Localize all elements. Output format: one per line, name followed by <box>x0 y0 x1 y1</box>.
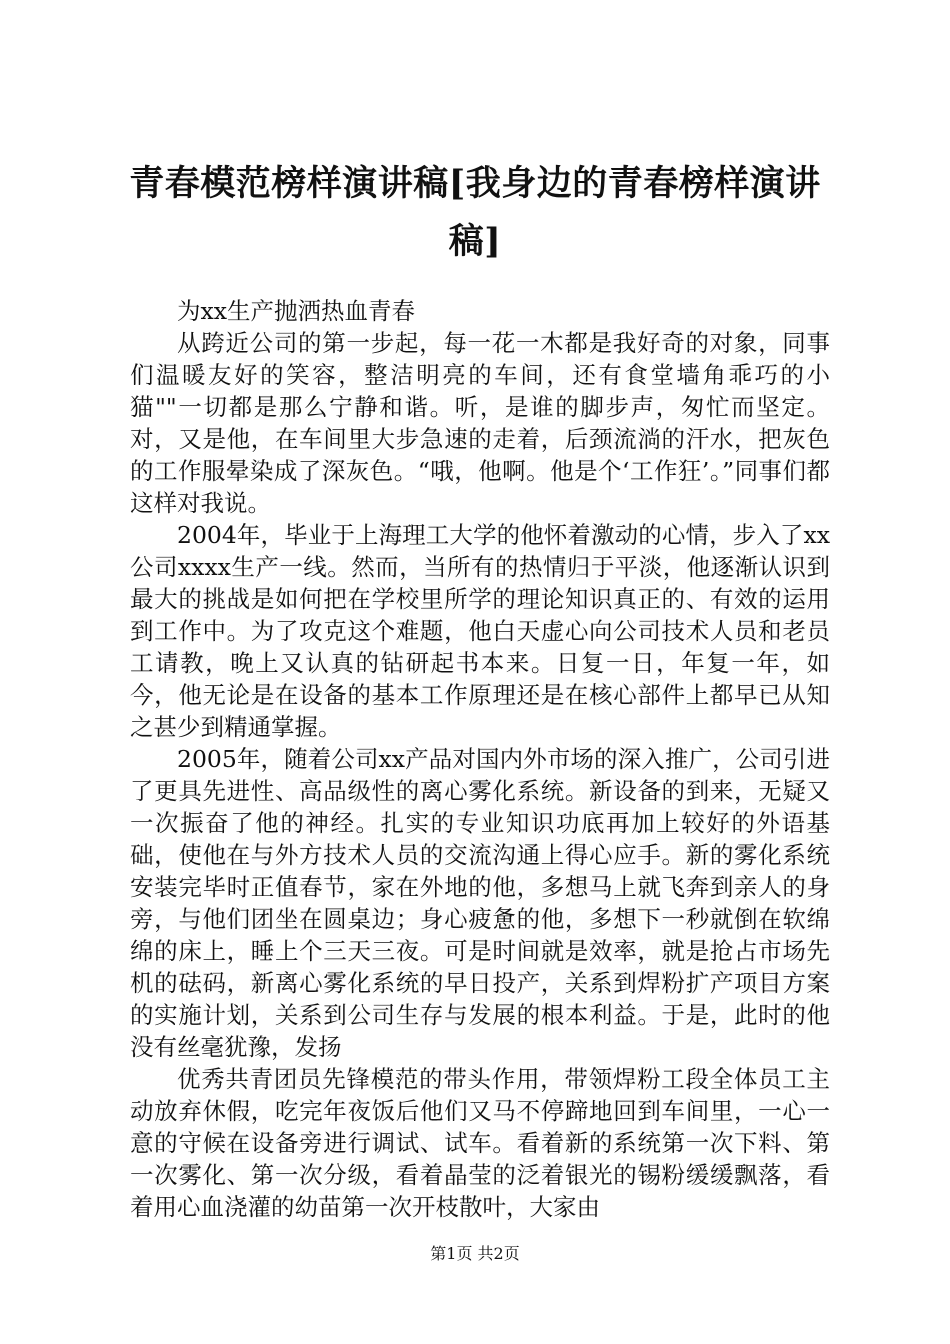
document-body <box>130 295 830 1223</box>
document-subtitle: 为xx生产抛洒热血青春 <box>177 297 416 325</box>
document-title: 青春模范榜样演讲稿[我身边的青春榜样演讲稿] <box>129 163 821 262</box>
paragraph-4: 优秀共青团员先锋模范的带头作用，带领焊粉工段全体员工主动放弃休假，吃完年夜饭后他们又马不停蹄地回到车间里，一心一意的守候在设备旁进行调试、试车。看着新的系统第一次下料、第一次雾化、第一次分级，看着晶莹的泛着银光的锡粉缓缓飘落，看着用心血浇灌的幼苗第一次开枝散叶，大家由 <box>130 1065 830 1221</box>
paragraph-1: 从跨近公司的第一步起，每一花一木都是我好奇的对象，同事们温暖友好的笑容，整洁明亮的车间，还有食堂墙角乖巧的小猫""一切都是那么宁静和谐。听，是谁的脚步声，匆忙而坚定。对，又是他，在车间里大步急速的走着，后颈流淌的汗水，把灰色的工作服晕染成了深灰色。“哦，他啊。他是个‘工作狂’。”同事们都这样对我说。 <box>130 329 830 517</box>
paragraph-2: 2004年，毕业于上海理工大学的他怀着激动的心情，步入了xx公司xxxx生产一线。然而，当所有的热情归于平淡，他逐渐认识到最大的挑战是如何把在学校里所学的理论知识真正的、有效的运用到工作中。为了攻克这个难题，他白天虚心向公司技术人员和老员工请教，晚上又认真的钻研起书本来。日复一日，年复一年，如今，他无论是在设备的基本工作原理还是在核心部件上都早已从知之甚少到精通掌握。 <box>130 521 830 741</box>
page-footer: 第1页 共2页 <box>430 1244 520 1263</box>
paragraph-3: 2005年，随着公司xx产品对国内外市场的深入推广，公司引进了更具先进性、高品级性的离心雾化系统。新设备的到来，无疑又一次振奋了他的神经。扎实的专业知识功底再加上较好的外语基础，使他在与外方技术人员的交流沟通上得心应手。新的雾化系统安装完毕时正值春节，家在外地的他，多想马上就飞奔到亲人的身旁，与他们团坐在圆桌边；身心疲惫的他，多想下一秒就倒在软绵绵的床上，睡上个三天三夜。可是时间就是效率，就是抢占市场先机的砝码，新离心雾化系统的早日投产，关系到焊粉扩产项目方案的实施计划，关系到公司生存与发展的根本利益。于是，此时的他没有丝毫犹豫，发扬 <box>130 745 830 1061</box>
